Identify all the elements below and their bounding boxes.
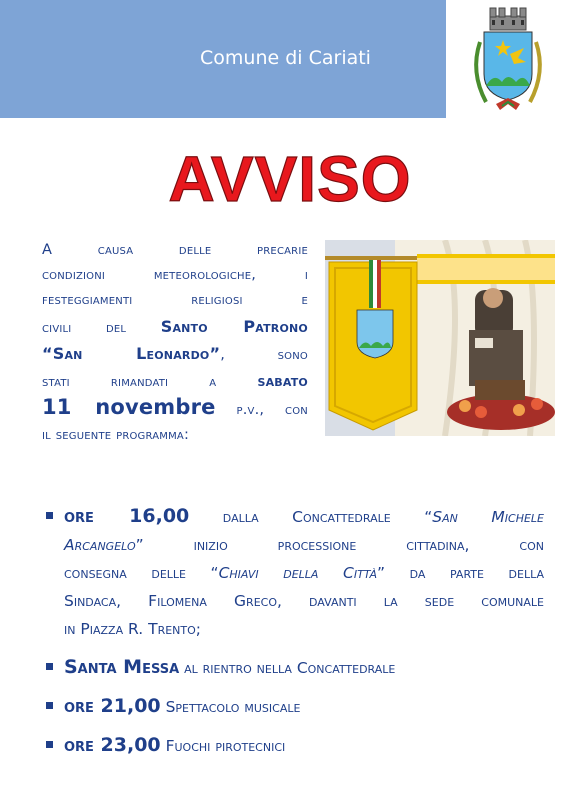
intro-paragraph (42, 238, 308, 449)
intro-line-8: il seguente programma: (42, 427, 190, 444)
headline (138, 148, 442, 210)
program-list (44, 502, 544, 770)
square-bullet-icon (46, 702, 53, 709)
intro-line-3: festeggiamenti religiosi e (42, 292, 308, 309)
intro-line-7: 11 novembre p.v., con (42, 395, 308, 420)
intro-line-4: civili del Santo Patrono (42, 316, 308, 336)
program-item: ore 23,00 Fuochi pirotecnici (44, 731, 544, 760)
san-leonardo: “San Leonardo” (42, 343, 221, 363)
header-title: Comune di Cariati (200, 47, 371, 69)
headline-text: AVVISO (168, 148, 412, 210)
date: 11 novembre (42, 395, 216, 420)
intro-line-6: stati rimandati a sabato (42, 371, 308, 391)
intro-line-1: A causa delle precarie (42, 242, 308, 258)
square-bullet-icon (46, 512, 53, 519)
square-bullet-icon (46, 741, 53, 748)
program-item: ore 16,00 dalla Concattedrale “San Michele Arcangelo” inizio processione cittadina, con consegna delle “Chiavi della Città” da parte della Sindaca, Filomena Greco, davanti la sede comunale in Piazza R. Trento; (44, 502, 544, 643)
program-item: ore 21,00 Spettacolo musicale (44, 692, 544, 721)
program-item: Santa Messa al rientro nella Concattedrale (44, 653, 544, 682)
intro-line-2: condizioni meteorologiche, i (42, 267, 308, 284)
sabato: sabato (257, 371, 308, 391)
square-bullet-icon (46, 663, 53, 670)
banner-and-statue-photo (325, 240, 555, 436)
coat-of-arms-icon (466, 2, 550, 116)
santo-patrono: Santo Patrono (160, 316, 308, 336)
intro-line-5: “San Leonardo”, sono (42, 343, 308, 363)
